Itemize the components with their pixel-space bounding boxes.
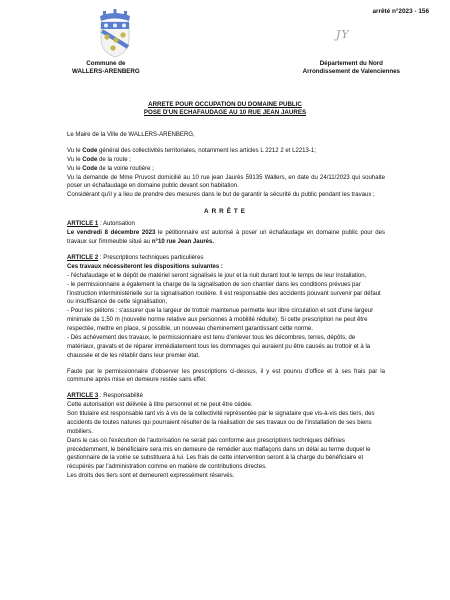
article-3-para-1: Cette autorisation est délivrée à titre personnel et ne peut être cédée. (67, 402, 253, 409)
article-3-para-3: Dans le cas où l'exécution de l'autorisation ne serait pas conforme aux prescriptions techniques définies précédemment, le bénéficiaire sera mis en demeure de remédier aux malfaçons dans un délai au terme duquel le gestionnaire de la voirie se substituera à lui. Les frais de cette intervention seront à la charge du bénéficiaire et récupérés par l'administration comme en matière de contributions directes. (67, 437, 371, 471)
article-2-item-3: - Pour les piétons : s'assurer que la largeur de trottoir maintenue permette leur libre circulation et soit d'une largeur minimale de 1,50 m (nouvelle norme relative aux personnes à mobilité réduite). Si cette prescription ne peut être respectée, mettre en place, si possible, un nouveau cheminement garantissant cette norme. (67, 308, 374, 332)
article-2-closing: Faute par le permissionnaire d'observer les prescriptions ci-dessus, il y est pourvu d'office et à ses frais par la commune après mise en demeure restée sans effet. (67, 368, 385, 384)
arrete-heading: ARRÊTE (204, 208, 248, 216)
commune-label: Commune de (86, 60, 126, 67)
article-3-para-2: Son titulaire est responsable tant vis à vis de la collectivité représentée par le signataire que vis-à-vis des tiers, des accidents de toutes natures qui pourraient résulter de la réalisation de ses travaux ou de l'installation de ses biens mobiliers. (67, 411, 375, 435)
vu-line-3: Vu le Code de la voirie routière ; (67, 165, 154, 172)
document-title (0, 101, 450, 118)
mayor-line: Le Maire de la Ville de WALLERS-ARENBERG, (67, 132, 195, 138)
article-2-item-4: - Dès achèvement des travaux, le permissionnaire est tenu d'enlever tous les décombres, terres, dépôts, de matériaux, gravats et de réparer immédiatement tous les dommages qui auraient pu être causés au trottoir et à la chaussée et de les rétablir dans leur premier état. (67, 334, 371, 359)
document-body (67, 131, 385, 481)
arrondissement-name: Arrondissement de Valenciennes (302, 68, 400, 76)
article-3-heading: ARTICLE 3 : Responsabilité (67, 393, 143, 400)
title-line-2: POSE D'UN ECHAFAUDAGE AU 10 RUE JEAN JAURES (143, 109, 307, 117)
article-1-text: Le vendredi 8 décembre 2023 le pétitionnaire est autorisé à poser un échafaudage en domaine public pour des travaux sur l'immeuble situé au n°10 rue Jean Jaurès. (67, 230, 385, 246)
arrete-number: arrêté n°2023 - 156 (372, 8, 429, 15)
article-1-heading: ARTICLE 1 : Autorisation (67, 221, 135, 228)
title-line-1: ARRETE POUR OCCUPATION DU DOMAINE PUBLIC (148, 101, 302, 108)
coat-of-arms-logo (94, 7, 136, 59)
vu-line-1: Vu le Code général des collectivités territoriales, notamment les articles L 2212 2 et L2213-1; (67, 147, 316, 154)
article-2-item-2: - le permissionnaire a également la charge de la signalisation de son chantier dans les conditions prévues par l'instruction interministérielle sur la signalisation routière. Il est responsable des accidents pouvant survenir par défaut ou insuffisance de cette signalisation, (67, 281, 381, 306)
vu-line-4: Vu la demande de Mme Pruvost domicilié au 10 rue jean Jaurès 59135 Wallers, en date du 24/11/2023 qui souhaite poser un échafaudage en domaine public devant son habitation. (67, 174, 385, 190)
article-3-para-4: Les droits des tiers sont et demeurent expressément réservés. (67, 473, 235, 480)
commune-block (72, 60, 140, 76)
handwritten-initials: JY (336, 28, 350, 41)
article-2-item-1: - l'échafaudage et le dépôt de matériel seront signalisés le jour et la nuit durant tout le temps de leur installation, (67, 272, 367, 279)
considerant-line: Considérant qu'il y a lieu de prendre des mesures dans le but de garantir la sécurité du public pendant les travaux ; (67, 192, 375, 199)
vu-line-2: Vu le Code de la route ; (67, 156, 131, 163)
commune-name: WALLERS-ARENBERG (72, 68, 140, 76)
department-block (303, 60, 400, 76)
article-2-heading: ARTICLE 2 : Prescriptions techniques particulières (67, 255, 204, 261)
department-name: Département du Nord (319, 60, 383, 67)
article-2-subheading: Ces travaux nécessiteront les dispositions suivantes : (67, 263, 223, 270)
